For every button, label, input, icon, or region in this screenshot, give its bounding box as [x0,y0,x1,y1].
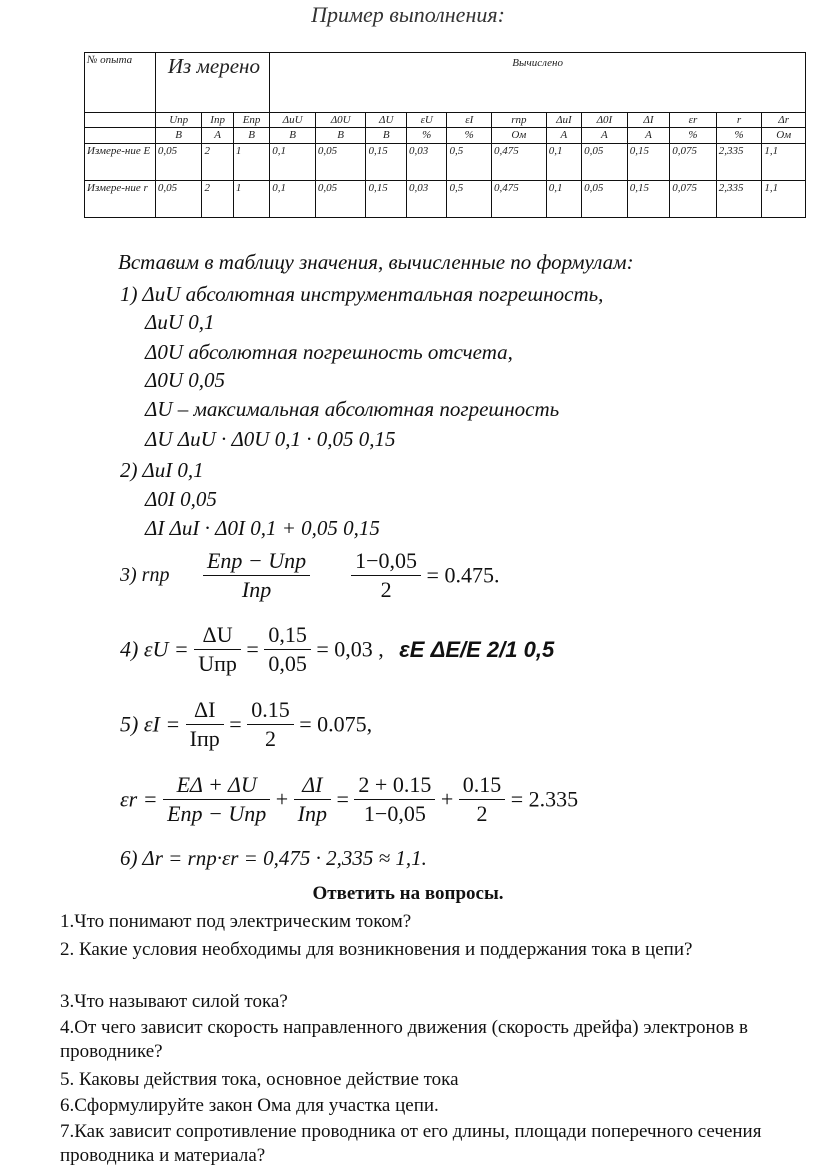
step-5-numerator: ΔI [186,697,224,725]
blank-cell [85,112,156,127]
step-5-label: 5) εI = [120,711,181,737]
step-4-numerator: ΔU [194,622,241,650]
unit-cell: А [582,128,628,143]
step-3-fraction [203,548,310,603]
question-7: 7.Как зависит сопротивление проводника от его длины, площади поперечного сечения проводника и материала? [60,1121,762,1166]
step-5-fraction-values [247,697,294,752]
epsilon-r-numerator-2: ΔI [294,772,331,800]
unit-cell: В [233,128,269,143]
header-experiment-number: № опыта [85,53,156,113]
unit-cell: В [315,128,366,143]
column-header: rпр [492,112,547,127]
step-4-result: = 0,03 , [316,636,384,662]
step-4-formula: 4) εU = $\frac{\Delta U}{\text{Uпр}}$ = $\frac{0,15}{0,05}$ = 0,03 , εE ΔE/E 2/1 0,5 [120,622,555,676]
step-5-numerator-values: 0.15 [247,697,294,725]
step-3-result: = 0.475. [426,562,500,588]
table-cell: 2 [202,143,233,180]
unit-cell: В [270,128,316,143]
step-4-numerator-values: 0,15 [264,622,311,650]
unit-cell: В [366,128,407,143]
table-cell: 0,05 [582,143,628,180]
column-header: Δ0I [582,112,628,127]
step-5-fraction [186,697,224,752]
epsilon-r-denominator-3: 1−0,05 [363,801,426,826]
table-cell: 0,1 [270,143,316,180]
table-cell: 2,335 [716,180,762,217]
epsilon-r-fraction-2 [294,772,331,827]
table-cell: 0,1 [546,143,581,180]
question-5: 5. Каковы действия тока, основное действие тока [60,1069,459,1090]
step-1-line-f: ΔU ΔuU · Δ0U 0,1 · 0,05 0,15 [145,427,396,451]
step-5-formula: 5) εI = $\frac{\Delta I}{\text{Iпр}}$ = $\frac{0.15}{2}$ = 0.075, [120,697,373,751]
column-header: Eпр [233,112,269,127]
epsilon-r-numerator-3: 2 + 0.15 [354,772,435,800]
column-header: ΔuI [546,112,581,127]
unit-cell: Ом [762,128,806,143]
table-cell: 0,05 [582,180,628,217]
step-4-fraction [194,622,241,677]
table-row [85,143,806,180]
table-cell: 0,05 [155,143,202,180]
table-cell: 0,075 [670,180,717,217]
epsilon-r-denominator-4: 2 [476,801,488,826]
table-cell: 1 [233,143,269,180]
step-1-line-a: 1) ΔuU абсолютная инструментальная погрешность, [120,282,604,306]
column-header: Δr [762,112,806,127]
step-1-line-e: ΔU – максимальная абсолютная погрешность [145,397,560,421]
epsilon-r-numerator-1: EΔ + ΔU [163,772,270,800]
unit-cell: А [202,128,233,143]
column-header: εr [670,112,717,127]
question-3: 3.Что называют силой тока? [60,991,288,1012]
step-3-denominator: Iпр [241,577,272,602]
step-4-fraction-values [264,622,311,677]
step-3-fraction-values [351,548,421,603]
column-header: ΔU [366,112,407,127]
step-1-line-b: ΔuU 0,1 [145,310,215,334]
epsilon-r-fraction-4 [459,772,506,827]
step-3-numerator: Eпр − Uпр [203,548,310,576]
table-cell: 0,05 [315,143,366,180]
unit-cell: А [627,128,670,143]
column-header: Uпр [155,112,202,127]
table-cell: 1,1 [762,180,806,217]
column-header: ΔI [627,112,670,127]
column-header: ΔuU [270,112,316,127]
table-cell: 0,5 [447,143,492,180]
table-row [85,180,806,217]
epsilon-r-denominator-1: Eпр − Uпр [167,801,267,826]
step-3-denominator-values: 2 [380,577,392,602]
step-2-line-b: Δ0I 0,05 [145,487,217,511]
unit-cell: % [716,128,762,143]
table-cell: 0,15 [627,143,670,180]
unit-cell: Ом [492,128,547,143]
unit-cell: А [546,128,581,143]
table-cell: 0,05 [155,180,202,217]
unit-cell: % [406,128,447,143]
step-4-denominator-values: 0,05 [268,651,307,676]
page-title: Пример выполнения: [311,2,505,27]
table-cell: 2 [202,180,233,217]
header-measured: Из мерено [155,53,269,113]
epsilon-r-numerator-4: 0.15 [459,772,506,800]
table-cell: 0,05 [315,180,366,217]
table-cell: 0,1 [546,180,581,217]
step-5-denominator-values: 2 [264,726,276,751]
table-cell: 0,15 [366,143,407,180]
column-header: εI [447,112,492,127]
table-cell: 0,5 [447,180,492,217]
column-header: Iпр [202,112,233,127]
header-calculated: Вычислено [270,53,806,113]
question-2: 2. Какие условия необходимы для возникновения и поддержания тока в цепи? [60,939,693,960]
step-1-line-d: Δ0U 0,05 [145,368,225,392]
table-cell: 0,475 [492,180,547,217]
table-cell: 0,03 [406,143,447,180]
step-5-denominator: Iпр [189,726,220,751]
row-label: Измере-ние Е [85,143,156,180]
unit-cell: В [155,128,202,143]
row-label: Измере-ние r [85,180,156,217]
table-cell: 0,15 [366,180,407,217]
epsilon-r-label: εr = [120,786,158,812]
column-header: Δ0U [315,112,366,127]
step-2-line-c: ΔI ΔuI · Δ0I 0,1 + 0,05 0,15 [145,516,380,540]
step-2-line-a: 2) ΔuI 0,1 [120,458,204,482]
epsilon-r-fraction-3 [354,772,435,827]
table-cell: 1 [233,180,269,217]
step-3-formula [120,548,499,603]
step-6-formula: 6) Δr = rпр·εr = 0,475 · 2,335 ≈ 1,1. [120,846,427,870]
table-cell: 1,1 [762,143,806,180]
table-cell: 0,1 [270,180,316,217]
unit-cell: % [447,128,492,143]
table-cell: 0,15 [627,180,670,217]
questions-title: Ответить на вопросы. [312,883,504,904]
step-3-label: 3) rпр [120,564,170,586]
step-5-result: = 0.075, [299,711,373,737]
question-4: 4.От чего зависит скорость направленного движения (скорость дрейфа) электронов в проводнике? [60,1017,748,1062]
step-4-tail: εE ΔE/E 2/1 0,5 [399,636,555,662]
step-4-label: 4) εU = [120,636,189,662]
column-header: r [716,112,762,127]
table-cell: 0,075 [670,143,717,180]
question-1: 1.Что понимают под электрическим током? [60,911,412,932]
table-cell: 0,475 [492,143,547,180]
question-6: 6.Сформулируйте закон Ома для участка цепи. [60,1095,439,1116]
step-4-denominator: Uпр [198,651,237,676]
column-header: εU [406,112,447,127]
step-3-numerator-values: 1−0,05 [351,548,421,576]
blank-cell [85,128,156,143]
epsilon-r-result: = 2.335 [510,786,579,812]
table-cell: 0,03 [406,180,447,217]
solution-intro: Вставим в таблицу значения, вычисленные по формулам: [118,250,634,274]
epsilon-r-denominator-2: Iпр [297,801,327,826]
unit-cell: % [670,128,717,143]
results-table [84,52,806,218]
epsilon-r-formula: εr = $\frac{E\Delta + \Delta U}{\text{Eпр − Uпр}}$ + $\frac{\Delta I}{\text{Iпр}}$ = $\frac{2 + 0.15}{1-0,05}$ + $\frac{0.15}{2}$ = 2.335 [120,772,579,826]
epsilon-r-fraction-1 [163,772,270,827]
table-cell: 2,335 [716,143,762,180]
step-1-line-c: Δ0U абсолютная погрешность отсчета, [145,340,513,364]
